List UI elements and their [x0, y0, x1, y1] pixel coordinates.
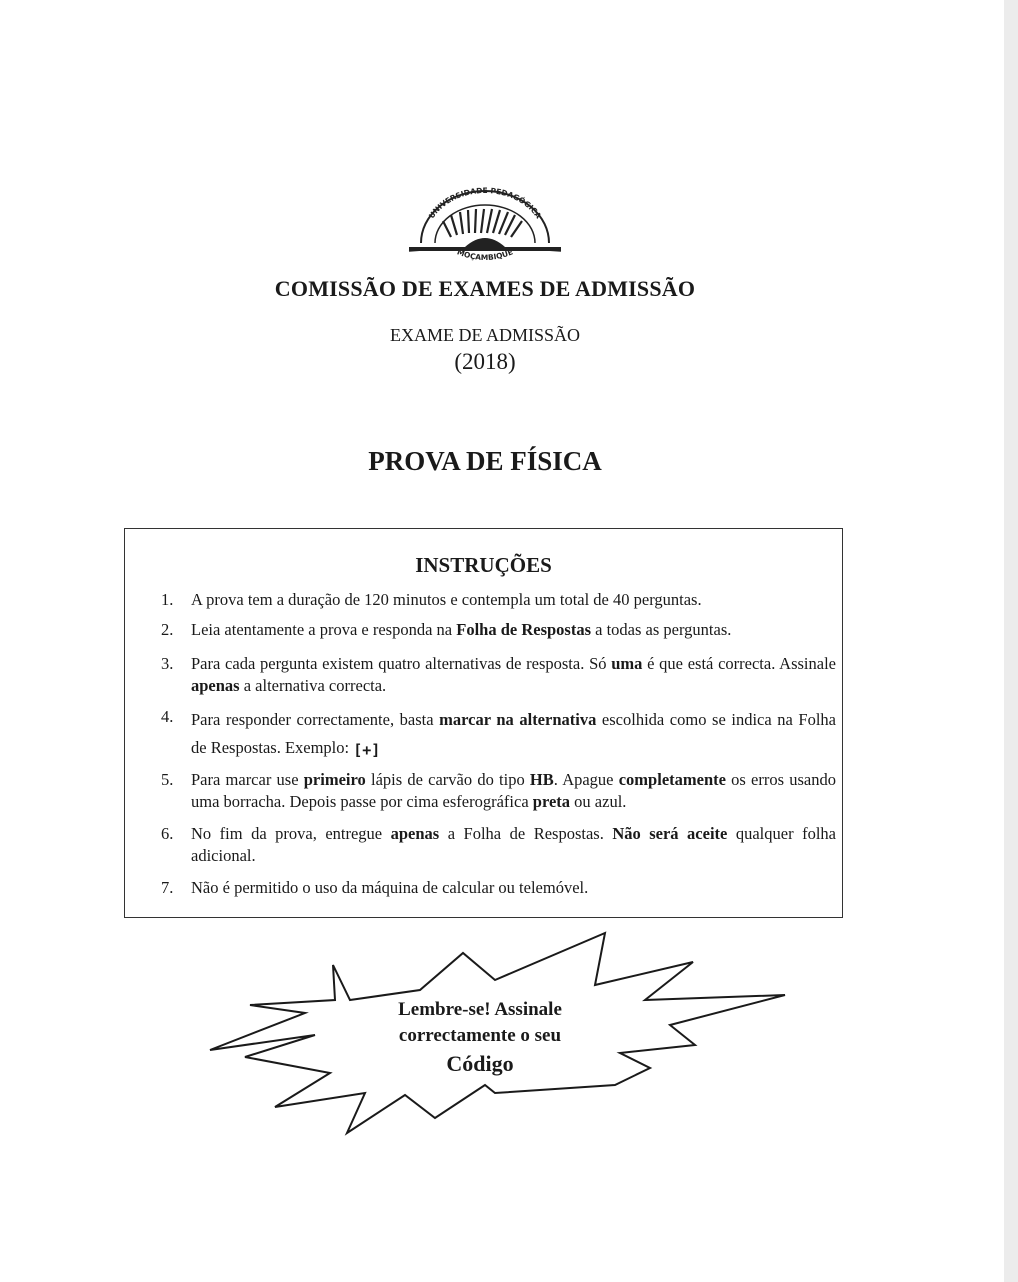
instruction-bold-text: apenas [390, 824, 440, 843]
instruction-text-part: A prova tem a duração de 120 minutos e contempla um total de 40 perguntas. [191, 590, 702, 609]
instruction-text-part: Leia atentamente a prova e responda na [191, 620, 457, 639]
university-logo [405, 185, 565, 271]
instruction-number: 7. [161, 878, 174, 897]
instruction-text [191, 769, 836, 813]
instruction-bold-text: primeiro [303, 770, 366, 789]
instruction-text-part: os erros usando uma borracha. Depois passe por cima esferográfica [191, 770, 836, 811]
instruction-bold-text: apenas [191, 676, 240, 695]
instruction-text-part: qualquer folha adicional. [191, 824, 836, 865]
instruction-text-part: ou azul. [570, 792, 627, 811]
instruction-text-part: . Apague [553, 770, 619, 789]
reminder-line-3: Código [446, 1051, 514, 1076]
commission-title: COMISSÃO DE EXAMES DE ADMISSÃO [274, 276, 696, 301]
instruction-item [161, 589, 836, 611]
svg-text:UNIVERSIDADE PEDAGÓGICA: UNIVERSIDADE PEDAGÓGICA [426, 185, 544, 221]
instruction-item [161, 823, 836, 867]
instruction-item [161, 706, 836, 764]
instruction-text-part: Para responder correctamente, basta [191, 710, 440, 729]
instruction-text-part: a todas as perguntas. [591, 620, 732, 639]
instruction-text [191, 823, 836, 867]
instruction-number: 2. [161, 620, 174, 639]
instruction-item [161, 769, 836, 813]
instruction-bold-text: uma [611, 654, 643, 673]
instruction-text-part: lápis de carvão do tipo [365, 770, 530, 789]
instruction-item [161, 653, 836, 697]
instruction-item [161, 619, 836, 641]
instruction-number: 6. [161, 824, 174, 843]
instruction-text [191, 619, 836, 641]
instruction-text-part: Não é permitido o uso da máquina de calcular ou telemóvel. [191, 878, 589, 897]
instruction-text-part: Para marcar use [191, 770, 304, 789]
instruction-text-part: escolhida como se indica na Folha de Respostas. Exemplo: [191, 710, 836, 757]
instruction-text [191, 653, 836, 697]
instruction-number: 3. [161, 654, 174, 673]
instruction-text-part: a Folha de Respostas. [439, 824, 613, 843]
instruction-text-part: No fim da prova, entregue [191, 824, 391, 843]
instruction-bold-text: preta [532, 792, 571, 811]
subject-title: PROVA DE FÍSICA [368, 446, 602, 476]
instruction-text [191, 706, 836, 764]
exam-title: EXAME DE ADMISSÃO [389, 325, 580, 345]
instruction-item [161, 877, 836, 899]
instruction-text [191, 877, 836, 899]
reminder-line-2: correctamente o seu [398, 1025, 562, 1046]
instruction-bold-text: Não será aceite [612, 824, 728, 843]
scan-edge [1004, 0, 1018, 1282]
instruction-text [191, 589, 836, 611]
instruction-bold-text: completamente [618, 770, 726, 789]
instruction-bold-text: Folha de Respostas [456, 620, 592, 639]
reminder-note [360, 997, 600, 1079]
instructions-box [124, 528, 843, 918]
instruction-text-part: a alternativa correcta. [239, 676, 387, 695]
reminder-line-1: Lembre-se! Assinale [398, 999, 562, 1020]
instruction-number: 1. [161, 590, 174, 609]
instruction-text-part: Para cada pergunta existem quatro alternativas de resposta. Só [191, 654, 612, 673]
instruction-bold-text: marcar na alternativa [439, 710, 597, 729]
instruction-text-part: é que está correcta. Assinale [642, 654, 836, 673]
svg-text:MOÇAMBIQUE: MOÇAMBIQUE [455, 247, 515, 263]
example-mark-icon: [+] [353, 741, 381, 759]
instruction-bold-text: HB [529, 770, 554, 789]
instructions-title: INSTRUÇÕES [415, 553, 552, 577]
exam-year: (2018) [454, 349, 516, 374]
instruction-number: 5. [161, 770, 174, 789]
instruction-number: 4. [161, 707, 174, 726]
